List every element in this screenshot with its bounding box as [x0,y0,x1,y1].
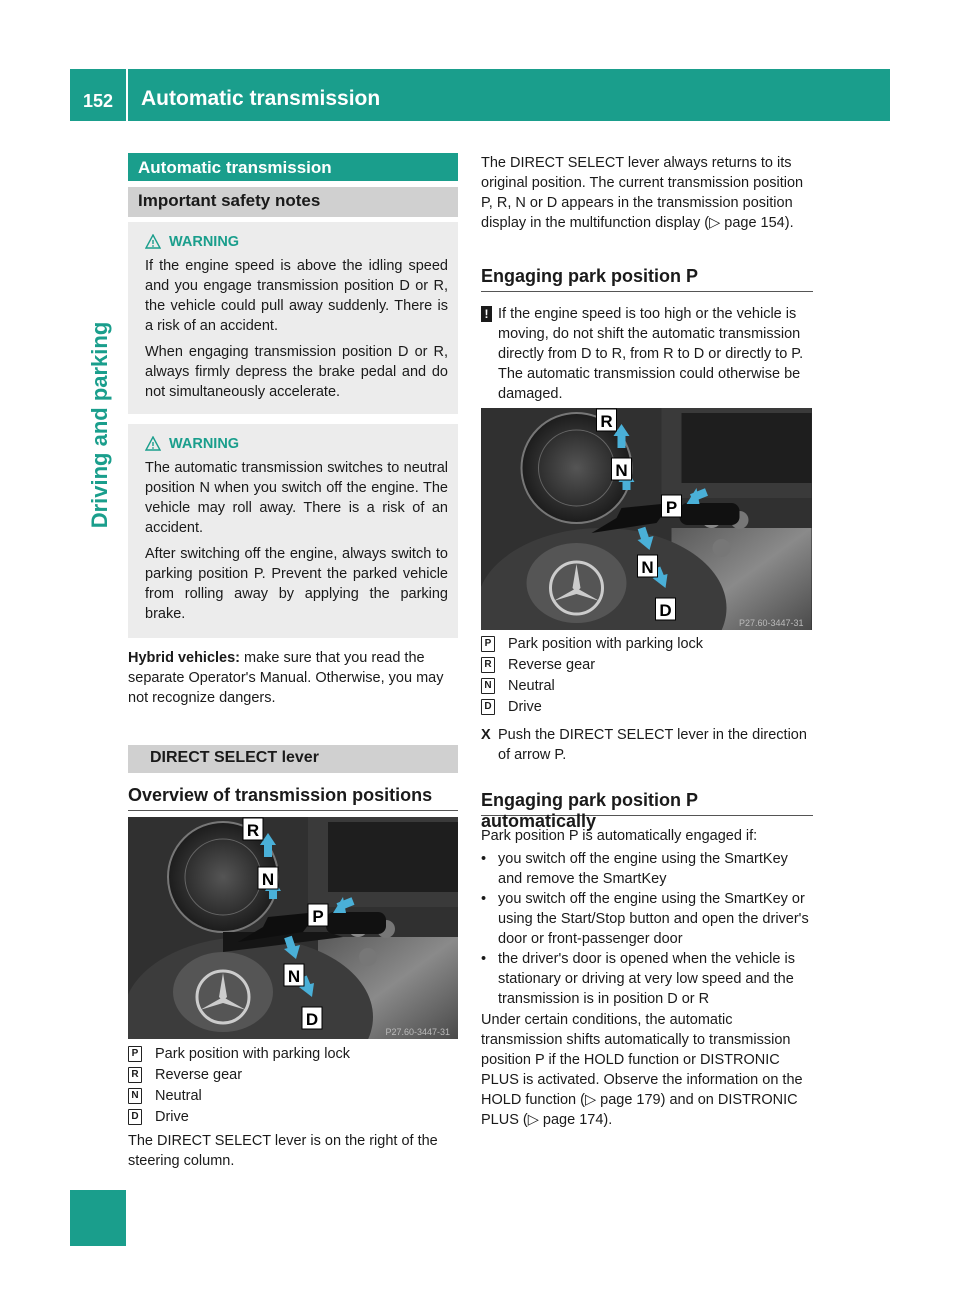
warning-box-1 [128,222,458,414]
figure-label-d: D [305,1010,319,1029]
legend-item: P Park position with parking lock [128,1044,458,1065]
warning-text: After switching off the engine, always switch to parking position P. Prevent the parked vehicle from rolling away by applying the parking brake. [145,546,448,622]
caution-note: ! If the engine speed is too high or the vehicle is moving, do not shift the automatic transmission directly from D to R, from R to D or directly to P. The automatic transmission could otherwise be damaged. [481,304,813,404]
legend-item: P Park position with parking lock [481,634,813,655]
figure-label-n2: N [641,558,654,577]
subsection-title: Important safety notes [128,187,458,217]
auto-park-intro: Park position P is automatically engaged if: [481,828,758,844]
figure-label-n2: N [287,967,301,986]
warning-box-2 [128,424,458,638]
legend-item: R Reverse gear [481,655,813,676]
section-title: Automatic transmission [128,153,458,181]
legend-item: D Drive [128,1107,458,1128]
legend-item: R Reverse gear [128,1065,458,1086]
warning-icon [145,436,161,452]
hybrid-note: Hybrid vehicles: make sure that you read the separate Operator's Manual. Otherwise, you may not recognize dangers. [128,650,444,706]
instruction-step: X Push the DIRECT SELECT lever in the direction of arrow P. [481,727,807,763]
direct-select-title: DIRECT SELECT lever [128,745,458,773]
warning-title: WARNING [169,436,448,452]
caution-icon: ! [481,306,492,322]
figure-code: P27.60-3447-31 [738,618,804,628]
figure-code: P27.60-3447-31 [385,1027,450,1037]
warning-text: If the engine speed is above the idling speed and you engage transmission position D or R, the vehicle could pull away suddenly. There is a risk of an accident. [145,258,448,334]
warning-text: The automatic transmission switches to neutral position N when you switch off the engine. The vehicle may roll away. There is a risk of an accident. [145,460,448,536]
step-arrow-icon: X [481,727,491,743]
list-item: • the driver's door is opened when the vehicle is stationary or driving at very low speed and the transmission is in position D or R [481,951,795,1007]
side-tab [82,260,118,590]
page-title: Automatic transmission [141,87,381,110]
figure-label-n: N [261,870,275,889]
legend-item: N Neutral [481,676,813,697]
figure-label-r: R [246,821,260,840]
header-divider [126,69,128,121]
warning-title: WARNING [169,234,448,250]
legend-item: N Neutral [128,1086,458,1107]
list-item: • you switch off the engine using the SmartKey or using the Start/Stop button and open the driver's door or front-passenger door [481,891,809,947]
legend-right [481,634,813,718]
figure-label-d: D [659,601,672,620]
figure-label-p: P [665,498,678,517]
intro-text: The DIRECT SELECT lever always returns to its original position. The current transmission position P, R, N or D appears in the transmission position display in the multifunction display (▷ page 154). [481,155,804,231]
page-number: 152 [82,91,114,111]
overview-title: Overview of transmission positions [128,785,458,811]
legend-item: D Drive [481,697,813,718]
lever-figure-left [128,817,458,1039]
lever-figure-right [481,408,812,630]
side-tab-marker [70,1190,126,1246]
figure-label-r: R [600,412,613,431]
legend-left [128,1044,458,1128]
park-title: Engaging park position P [481,266,813,292]
side-tab-label: Driving and parking [87,321,112,529]
figure-label-n: N [615,461,628,480]
figure-label-p: P [312,907,324,926]
auto-park-title: Engaging park position P automatically [481,790,813,816]
auto-park-list [481,849,813,1009]
warning-text: When engaging transmission position D or R, always firmly depress the brake pedal and do not simultaneously accelerate. [145,344,448,400]
closing-text: Under certain conditions, the automatic transmission shifts automatically to transmission position P if the HOLD function or DISTRONIC PLUS is activated. Observe the information on the HOLD function (▷ page 179) and on DISTRONIC PLUS (▷ page 174). [481,1012,803,1128]
warning-icon [145,234,161,250]
lever-location-text: The DIRECT SELECT lever is on the right of the steering column. [128,1133,438,1169]
list-item: • you switch off the engine using the SmartKey and remove the SmartKey [481,851,788,887]
